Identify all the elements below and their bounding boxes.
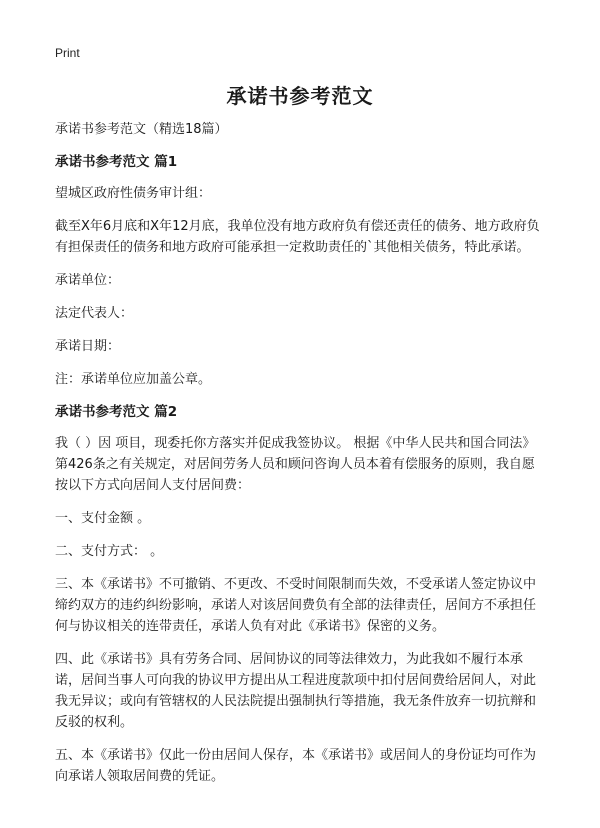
addressee: 望城区政府性债务审计组： [55,186,212,201]
seal-note: 注：承诺单位应加盖公章。 [55,372,212,387]
section2-item-3: 三、本《承诺书》不可撤销、不更改、不受时间限制而失效，不受承诺人签定协议中缔约双方的违约纠纷影响，承诺人对该居间费负有全部的法律责任，居间方不承担任何与协议相关的连带责任，承诺人负有对此《承诺书》保密的义务。 [55,577,537,634]
page-title: 承诺书参考范文 [226,84,374,108]
document-body [55,119,545,799]
section2-item-2: 二、支付方式： 。 [55,544,164,559]
commit-date-label: 承诺日期： [55,339,121,354]
section1-body: 截至X年6月底和X年12月底，我单位没有地方政府负有偿还责任的债务、地方政府负有担保责任的债务和地方政府可能承担一定救助责任的`其他相关债务，特此承诺。 [55,219,540,255]
section2-item-5: 五、本《承诺书》仅此一份由居间人保存，本《承诺书》或居间人的身份证均可作为向承诺人领取居间费的凭证。 [55,748,537,784]
section2-intro: 我（ ）因 项目，现委托你方落实并促成我签协议。 根据《中华人民共和国合同法》第426条之有关规定，对居间劳务人员和顾问咨询人员本着有偿服务的原则，我自愿按以下方式向居间人支付居间费： [55,436,536,493]
commit-unit-label: 承诺单位： [55,273,121,288]
print-link[interactable]: Print [55,46,80,60]
section-heading-1: 承诺书参考范文 篇1 [55,154,178,170]
section2-item-1: 一、支付金额 。 [55,511,151,526]
doc-subtitle: 承诺书参考范文（精选18篇） [55,122,228,137]
legal-rep-label: 法定代表人： [55,306,134,321]
section2-item-4: 四、此《承诺书》具有劳务合同、居间协议的同等法律效力，为此我如不履行本承诺，居间当事人可向我的协议甲方提出从工程进度款项中扣付居间费给居间人，对此我无异议；或向有管辖权的人民法院提出强制执行等措施，我无条件放弃一切抗辩和反驳的权利。 [55,652,537,730]
section-heading-2: 承诺书参考范文 篇2 [55,404,178,420]
